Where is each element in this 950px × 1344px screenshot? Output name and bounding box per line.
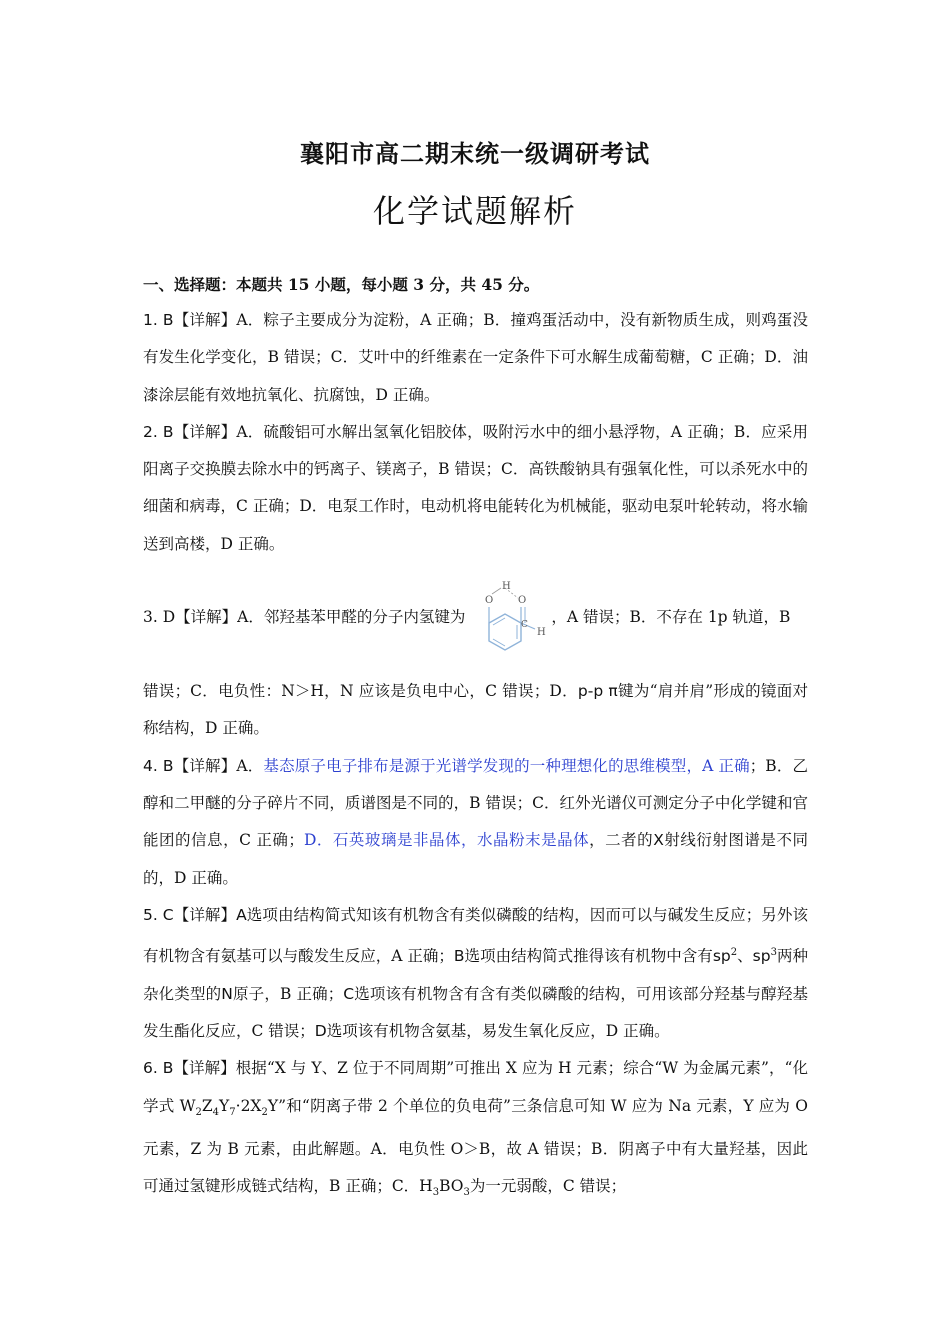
q5-sp-a: sp — [712, 947, 731, 966]
q5-text2: 选项由结构简式推得该有机物中含有 — [464, 947, 713, 966]
mol-label-h: H — [502, 581, 512, 593]
q3-text-d: 键为“肩并肩”形成的镜面对称结构，D 正确。 — [143, 682, 809, 738]
q6-sub3: 7 — [229, 1106, 236, 1118]
q6-z: Z — [201, 1096, 213, 1115]
q4-text-bc: B．乙醇和二甲醚的分子碎片不同，质谱图是不同的，B 错误；C．红外光谱仪可测定分子中化学键和官能团的信息，C 正确； — [143, 756, 808, 850]
mol-label-h2: H — [537, 627, 547, 639]
q5-text4: 原子，B 正确； — [232, 984, 344, 1003]
q3-text-a: A．邻羟基苯甲醛的分子内氢键为 — [237, 608, 466, 627]
q5-sp-b: sp — [752, 947, 771, 966]
q5-sup2: 2 — [730, 947, 738, 959]
q5-text6: 选项该有机物含氨基，易发生氧化反应，D 正确。 — [326, 1021, 670, 1040]
question-4 — [143, 748, 808, 897]
salicylaldehyde-structure — [467, 579, 549, 657]
q5-tag: 【详解】 — [173, 905, 237, 924]
question-5 — [143, 897, 808, 1050]
document-title: 化学试题解析 — [372, 192, 577, 230]
q6-sub5: 3 — [432, 1187, 440, 1199]
q3-number: 3. D — [143, 608, 176, 627]
q6-bo: BO — [439, 1177, 464, 1196]
q5-a-letter: A — [236, 905, 247, 924]
q6-y: Y — [219, 1096, 230, 1115]
q6-sub4: 2 — [261, 1106, 268, 1118]
q6-sub6: 3 — [463, 1187, 470, 1199]
q5-b-letter: B — [453, 947, 465, 966]
q1-text: A．粽子主要成分为淀粉，A 正确；B．撞鸡蛋活动中，没有新物质生成，则鸡蛋没有发生化学变化，B 错误；C．艾叶中的纤维素在一定条件下可水解生成葡萄糖，C 正确；D．油漆涂层能有效地抗氧化、抗腐蚀，D 正确。 — [143, 311, 808, 404]
q4-d-mid: ，二者的 — [589, 831, 654, 850]
q5-n-letter: N — [221, 984, 233, 1003]
q6-sub2: 4 — [212, 1106, 220, 1118]
q5-sep: 、 — [737, 947, 753, 966]
mol-label-o2: O — [518, 595, 527, 607]
q5-text1: 选项由结构简式知该有机物含有类似磷酸的结构，因而可以与碱发生反应；另外该有机物含有氨基可以与酸发生反应，A 正确； — [143, 905, 808, 966]
q3-pp-pi: p-p π — [577, 682, 618, 701]
q1-number: 1. B — [143, 311, 174, 329]
q3-text-c: 错误；C．电负性：N＞H，N 应该是负电中心，C 错误；D． — [143, 682, 578, 701]
question-6 — [143, 1050, 808, 1211]
q4-a-end: ； — [749, 756, 766, 775]
q2-tag: 【详解】 — [173, 422, 237, 441]
q6-sub1: 2 — [195, 1106, 202, 1118]
mol-label-c: C — [521, 620, 529, 631]
q1-tag: 【详解】 — [173, 311, 237, 329]
q3-molecule-line — [143, 563, 808, 673]
q6-number: 6. B — [143, 1059, 174, 1078]
q4-d-end: 射线衍射图谱是不同的，D 正确。 — [143, 831, 808, 887]
q5-text5: 选项该有机物含有含有类似磷酸的结构，可用该部分羟基与醇羟基发生酯化反应，C 错误； — [143, 984, 808, 1040]
q3-tag: 【详解】 — [175, 608, 238, 627]
q6-text2: Y”和“阴离子带 2 个单位的负电荷”三条信息可知 W 应为 Na 元素，Y 应为 O 元素，Z 为 B 元素，由此解题。A．电负性 O＞B，故 A 错误；B．阴离子中有大量羟基，因此可通过氢键形成链式结构，B 正确；C．H — [143, 1096, 808, 1196]
question-3 — [143, 563, 808, 748]
q4-d-highlight: D．石英玻璃是非晶体，水晶粉末是晶体 — [303, 831, 590, 850]
q4-tag: 【详解】 — [173, 756, 237, 775]
q4-d-x: X — [653, 831, 664, 850]
q6-tag: 【详解】 — [173, 1059, 236, 1078]
q5-d-letter: D — [314, 1021, 327, 1040]
q4-number: 4. B — [143, 756, 174, 775]
q5-text3: 两种杂化类型的 — [143, 947, 808, 1003]
q6-mid: ·2X — [235, 1096, 262, 1115]
q4-a-prefix: A． — [236, 756, 264, 775]
q3-text-b: ，A 错误；B．不存在 1p 轨道，B — [551, 608, 791, 627]
q5-c-letter: C — [343, 984, 355, 1003]
q6-text1: 根据“X 与 Y、Z 位于不同周期”可推出 X 应为 H 元素；综合“W 为金属元素”，“化学式 W — [143, 1059, 808, 1115]
q5-sup3: 3 — [770, 947, 777, 959]
question-2 — [143, 414, 808, 563]
section-heading: 一、选择题：本题共 15 小题，每小题 3 分，共 45 分。 — [143, 275, 540, 294]
content-body — [143, 270, 808, 1212]
q2-number: 2. B — [143, 422, 174, 441]
q4-a-highlight: 基态原子电子排布是源于光谱学发现的一种理想化的思维模型，A 正确 — [263, 756, 750, 775]
q2-text: A．硫酸铝可水解出氢氧化铝胶体，吸附污水中的细小悬浮物，A 正确；B．应采用阳离子交换膜去除水中的钙离子、镁离子，B 错误；C．高铁酸钠具有强氧化性，可以杀死水中的细菌和病毒，C 正确；D．电泵工作时，电动机将电能转化为机械能，驱动电泵叶轮转动，将水输送到高楼，D 正确。 — [143, 422, 808, 553]
exam-title: 襄阳市高二期末统一级调研考试 — [300, 139, 650, 168]
q5-number: 5. C — [143, 905, 174, 924]
mol-label-o1: O — [485, 595, 494, 607]
q6-text3: 为一元弱酸，C 错误； — [469, 1177, 627, 1196]
question-1 — [143, 302, 808, 414]
